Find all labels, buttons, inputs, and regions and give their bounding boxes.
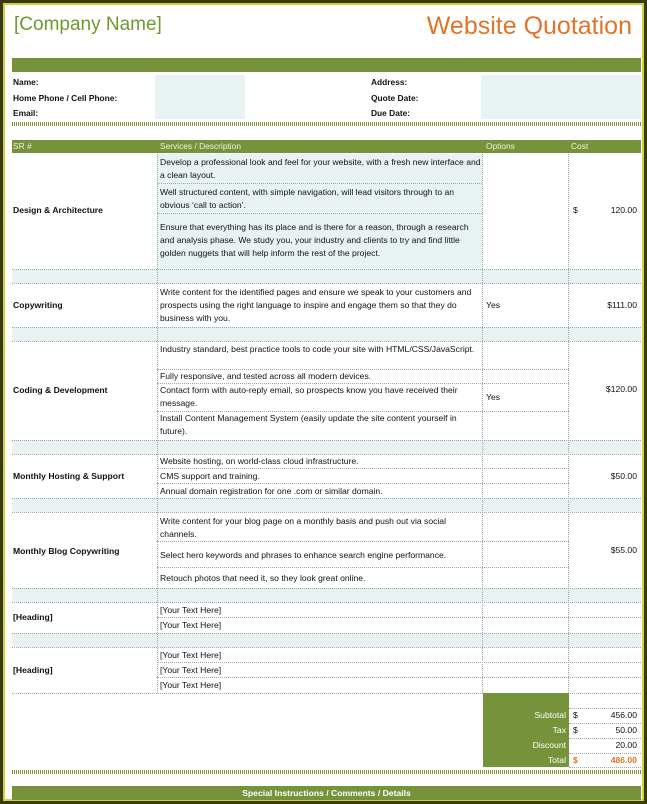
grid-line (12, 588, 641, 589)
desc-coding-4[interactable]: Install Content Management System (easily update the site content yourself in future). (160, 413, 457, 436)
quote-date-label: Quote Date: (371, 93, 419, 103)
grid-line (12, 647, 641, 648)
desc-coding-1[interactable]: Industry standard, best practice tools to code your site with HTML/CSS/JavaScript. (160, 344, 475, 354)
desc-heading2-2[interactable]: [Your Text Here] (160, 665, 222, 675)
client-address-cell[interactable] (481, 75, 641, 119)
grid-line (569, 738, 641, 739)
cost-blog[interactable]: $55.00 (610, 545, 637, 555)
total-label: Total (547, 755, 566, 765)
grid-line (482, 154, 483, 693)
hatch-divider (12, 770, 641, 774)
desc-copywriting-1[interactable]: Write content for the identified pages and ensure we speak to your customers and prospects using the right language to inspire and engage them so that they do business with you. (160, 287, 472, 323)
desc-design-3[interactable]: Ensure that everything has its place and is there for a reason, through a research and analysis phase. We study you, your industry and clients to try and find little golden nuggets that will help inform the rest of the project. (160, 222, 469, 258)
desc-hosting-3[interactable]: Annual domain registration for one .com or similar domain. (160, 486, 383, 496)
option-coding[interactable]: Yes (486, 392, 501, 402)
total-value: 486.00 (610, 755, 637, 765)
desc-hosting-2[interactable]: CMS support and training. (160, 471, 260, 481)
header-cost: Cost (571, 141, 589, 151)
name-label: Name: (13, 77, 39, 87)
header-services: Services / Description (160, 141, 241, 151)
total-symbol: $ (573, 755, 578, 765)
header-options: Options (486, 141, 515, 151)
grid-line (569, 753, 641, 754)
service-hosting: Monthly Hosting & Support (13, 471, 125, 481)
grid-line (157, 483, 569, 484)
subtotal-symbol: $ (573, 710, 578, 720)
grid-line (12, 602, 641, 603)
grid-line (569, 767, 641, 768)
desc-design-2[interactable]: Well structured content, with simple navigation, will lead visitors through to an obvious ‘call to action’. (160, 187, 455, 210)
grid-line (12, 327, 641, 328)
service-copywriting: Copywriting (13, 300, 63, 310)
grid-line (157, 213, 482, 214)
subtotal-label: Subtotal (534, 710, 566, 720)
email-label: Email: (13, 108, 39, 118)
quotation-sheet (3, 3, 644, 801)
desc-heading2-1[interactable]: [Your Text Here] (160, 650, 222, 660)
company-name: [Company Name] (14, 14, 162, 35)
desc-design-1[interactable]: Develop a professional look and feel for your website, with a fresh new interface and a clean layout. (160, 157, 481, 180)
cost-coding[interactable]: $120.00 (605, 384, 637, 394)
special-instructions-bar: Special Instructions / Comments / Details (12, 786, 641, 800)
desc-blog-3[interactable]: Retouch photos that need it, so they look great online. (160, 573, 366, 583)
service-heading-2[interactable]: [Heading] (13, 665, 53, 675)
desc-heading1-1[interactable]: [Your Text Here] (160, 605, 222, 615)
tax-symbol: $ (573, 725, 578, 735)
cost-symbol-design: $ (573, 205, 578, 215)
grid-line (12, 512, 641, 513)
tax-label: Tax (552, 725, 566, 735)
grid-line (157, 617, 641, 618)
grid-line (12, 440, 641, 441)
discount-label: Discount (532, 740, 566, 750)
option-copywriting[interactable]: Yes (486, 300, 501, 310)
desc-heading2-3[interactable]: [Your Text Here] (160, 680, 222, 690)
tax-value[interactable]: 50.00 (615, 725, 637, 735)
grid-line (157, 567, 569, 568)
discount-value[interactable]: 20.00 (615, 740, 637, 750)
grid-line (568, 154, 569, 693)
grid-line (12, 269, 641, 270)
grid-line (157, 662, 641, 663)
cost-design[interactable]: 120.00 (610, 205, 637, 215)
client-name-cell[interactable] (155, 75, 245, 119)
desc-blog-2[interactable]: Select hero keywords and phrases to enhance search engine performance. (160, 550, 447, 560)
desc-coding-3[interactable]: Contact form with auto-reply email, so prospects know you have received their message. (160, 385, 458, 408)
grid-line (12, 341, 641, 342)
grid-line (12, 498, 641, 499)
due-date-label: Due Date: (371, 108, 411, 118)
address-label: Address: (371, 77, 408, 87)
spacer-band (12, 588, 641, 602)
spacer-band (12, 269, 641, 283)
desc-hosting-1[interactable]: Website hosting, on world-class cloud infrastructure. (160, 456, 359, 466)
grid-line (157, 541, 569, 542)
grid-line (157, 468, 569, 469)
grid-line (157, 183, 482, 184)
document-title: Website Quotation (426, 12, 632, 40)
grid-line (12, 283, 641, 284)
spacer-band (12, 498, 641, 512)
grid-line (569, 708, 641, 709)
spacer-band (12, 327, 641, 341)
desc-heading1-2[interactable]: [Your Text Here] (160, 620, 222, 630)
grid-line (157, 154, 158, 693)
cost-copywriting[interactable]: $111.00 (607, 300, 637, 310)
desc-blog-1[interactable]: Write content for your blog page on a monthly basis and push out via social channels. (160, 516, 446, 539)
subtotal-value: 456.00 (610, 710, 637, 720)
spacer-band (12, 440, 641, 454)
service-blog: Monthly Blog Copywriting (13, 546, 120, 556)
grid-line (157, 677, 641, 678)
grid-line (12, 633, 641, 634)
table-header (12, 140, 641, 153)
service-design: Design & Architecture (13, 205, 103, 215)
header-sr: SR # (13, 141, 32, 151)
cost-hosting[interactable]: $50.00 (610, 471, 637, 481)
top-divider-bar (12, 58, 641, 72)
spacer-band (12, 633, 641, 647)
phone-label: Home Phone / Cell Phone: (13, 93, 118, 103)
grid-line (569, 723, 641, 724)
desc-coding-2[interactable]: Fully responsive, and tested across all modern devices. (160, 371, 372, 381)
hatch-divider (12, 122, 641, 126)
service-heading-1[interactable]: [Heading] (13, 612, 53, 622)
service-coding: Coding & Development (13, 385, 108, 395)
